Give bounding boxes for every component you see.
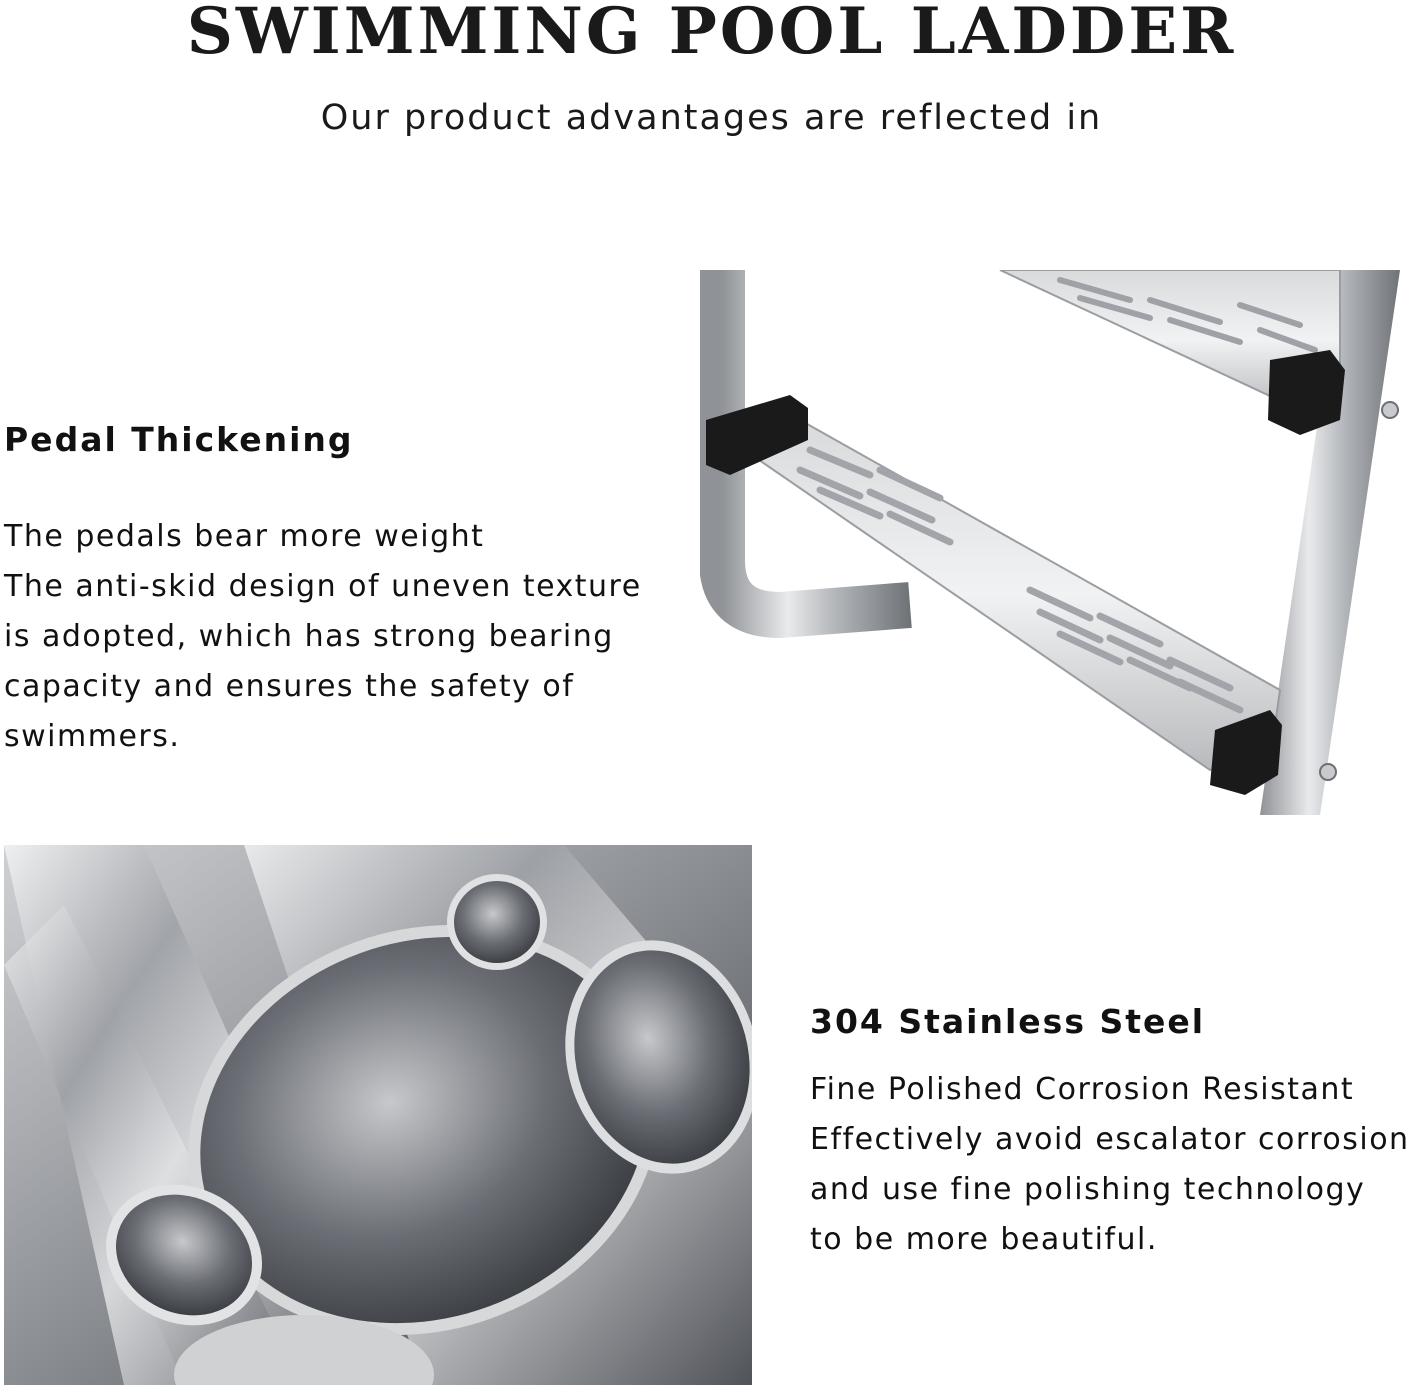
page-title: SWIMMING POOL LADDER xyxy=(186,0,1237,69)
ladder-product-image xyxy=(700,270,1423,815)
feature-line: The pedals bear more weight xyxy=(4,519,485,554)
feature-line: Fine Polished Corrosion Resistant xyxy=(810,1072,1355,1107)
feature-line: and use fine polishing technology xyxy=(810,1172,1366,1207)
feature-line: capacity and ensures the safety of xyxy=(4,669,575,704)
feature-line: Effectively avoid escalator corrosion xyxy=(810,1122,1410,1157)
page-subtitle: Our product advantages are reflected in xyxy=(320,98,1103,138)
feature-line: to be more beautiful. xyxy=(810,1222,1158,1257)
feature-line: is adopted, which has strong bearing xyxy=(4,619,614,654)
feature-heading-steel: 304 Stainless Steel xyxy=(810,1002,1206,1041)
feature-description-pedal xyxy=(4,512,642,762)
feature-description-steel xyxy=(810,1065,1410,1265)
feature-heading-pedal: Pedal Thickening xyxy=(4,420,354,459)
feature-line: swimmers. xyxy=(4,719,181,754)
feature-line: The anti-skid design of uneven texture xyxy=(4,569,642,604)
steel-tubes-image xyxy=(4,845,752,1385)
